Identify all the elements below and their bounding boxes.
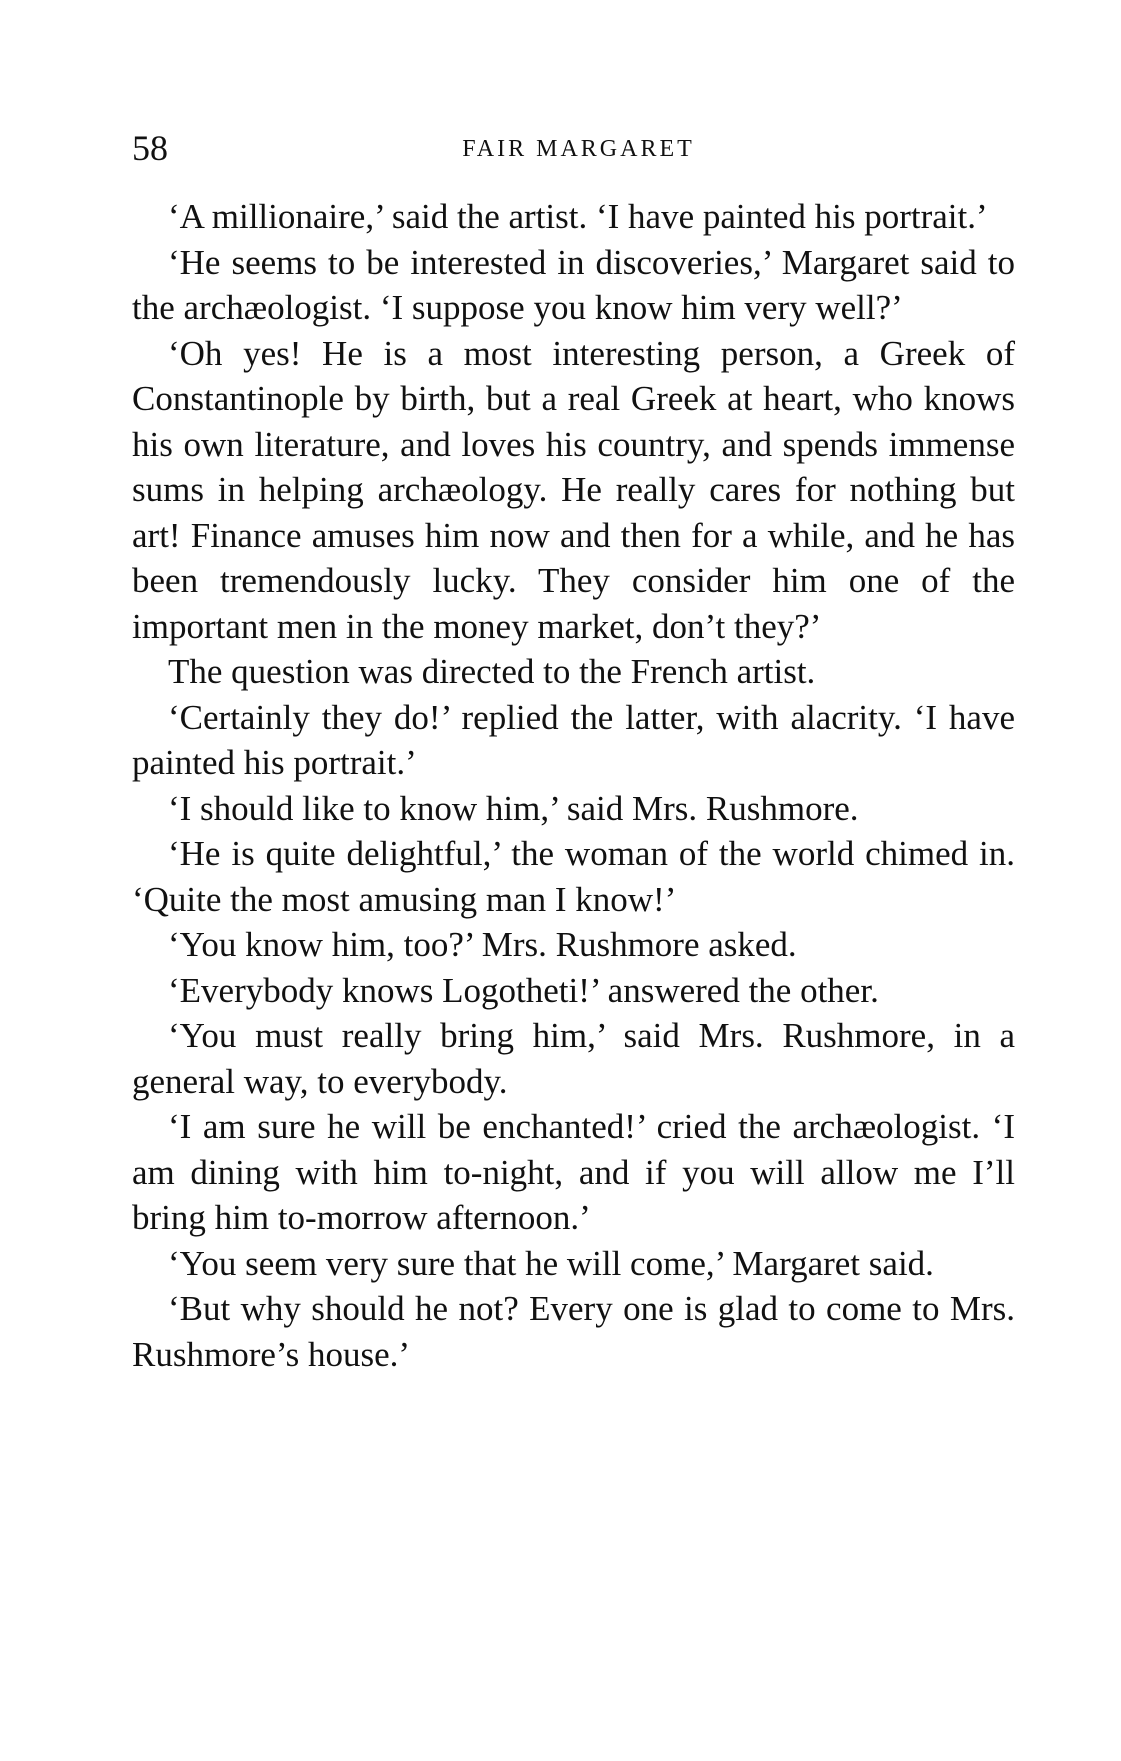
paragraph: ‘I should like to know him,’ said Mrs. Rushmore.: [168, 788, 859, 828]
body-text: [132, 194, 1015, 1377]
paragraph: ‘I am sure he will be enchanted!’ cried the archæologist. ‘I am dining with him to-night, and if you will allow me I’ll bring him to-morrow afternoon.’: [132, 1107, 1015, 1237]
paragraph: ‘You seem very sure that he will come,’ Margaret said.: [168, 1243, 934, 1283]
paragraph: The question was directed to the French artist.: [168, 652, 816, 691]
paragraph: ‘You must really bring him,’ said Mrs. Rushmore, in a general way, to everybody.: [132, 1016, 1015, 1101]
paragraph: ‘Oh yes! He is a most interesting person, a Greek of Constantinople by birth, but a real Greek at heart, who knows his own literature, and loves his country, and spends immense sums in helping archæology. He really cares for nothing but art! Finance amuses him now and then for a while, and he has been tremendously lucky. They consider him one of the important men in the money market, don’t they?’: [132, 333, 1015, 646]
paragraph: ‘You know him, too?’ Mrs. Rushmore asked.: [168, 925, 797, 964]
page-header: [132, 128, 1015, 178]
paragraph: ‘He seems to be interested in discoveries,’ Margaret said to the archæologist. ‘I suppose you know him very well?’: [132, 242, 1015, 327]
page-number: 58: [132, 128, 168, 168]
paragraph: ‘Certainly they do!’ replied the latter, with alacrity. ‘I have painted his portrait.’: [132, 697, 1015, 782]
paragraph: ‘But why should he not? Every one is glad to come to Mrs. Rushmore’s house.’: [132, 1289, 1015, 1374]
book-page: [132, 128, 1015, 1377]
paragraph: ‘He is quite delightful,’ the woman of the world chimed in. ‘Quite the most amusing man I know!’: [132, 834, 1015, 919]
running-head: FAIR MARGARET: [462, 136, 695, 162]
paragraph: ‘Everybody knows Logotheti!’ answered the other.: [168, 970, 879, 1010]
paragraph: ‘A millionaire,’ said the artist. ‘I have painted his portrait.’: [168, 197, 988, 236]
